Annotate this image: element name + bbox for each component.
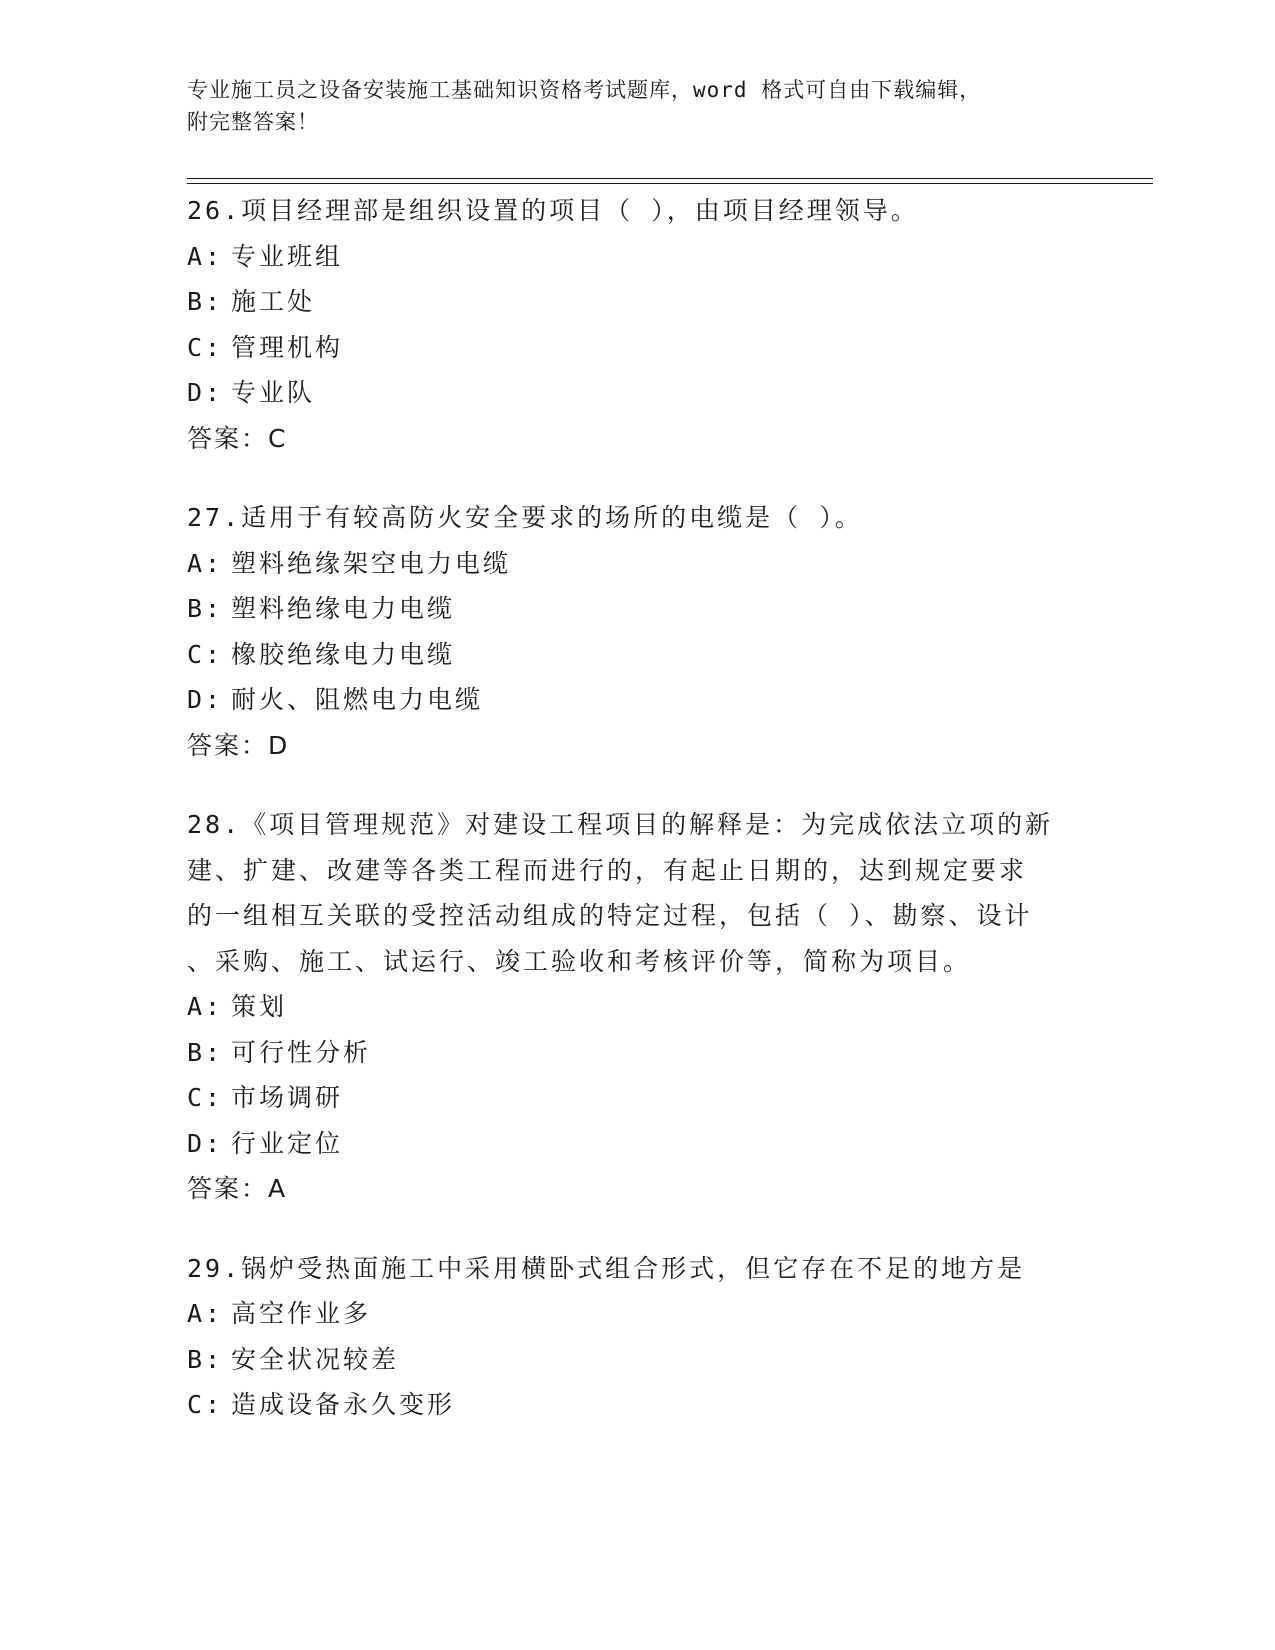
answer-option [187, 1337, 1087, 1383]
option-key: C: [187, 1390, 224, 1419]
option-key: A: [187, 992, 224, 1021]
question-stem-line: 28.《项目管理规范》对建设工程项目的解释是：为完成依法立项的新 [187, 810, 1054, 839]
option-text: 塑料绝缘架空电力电缆 [231, 548, 512, 578]
document-header [187, 74, 1067, 138]
answer-option [187, 325, 1087, 371]
option-key: C: [187, 1083, 224, 1112]
option-text: 造成设备永久变形 [231, 1390, 456, 1419]
option-key: B: [187, 287, 224, 316]
option-key: B: [187, 594, 224, 623]
answer-option [187, 1121, 1087, 1167]
answer-option [187, 632, 1087, 678]
answer-option [187, 984, 1087, 1030]
option-text: 塑料绝缘电力电缆 [231, 594, 456, 623]
option-key: A: [187, 548, 224, 578]
answer-option [187, 677, 1087, 723]
question-stem-line: 27.适用于有较高防火安全要求的场所的电缆是（ ）。 [187, 503, 863, 532]
answer-option [187, 1030, 1087, 1076]
option-text: 专业班组 [231, 241, 344, 271]
question-list [187, 188, 1087, 1462]
question-stem-line: 建、扩建、改建等各类工程而进行的，有起止日期的，达到规定要求 [187, 855, 1028, 885]
question-block [187, 802, 1087, 1212]
answer-line: 答案：C [187, 423, 288, 453]
option-key: D: [187, 1128, 224, 1158]
answer-option [187, 1291, 1087, 1337]
option-text: 安全状况较差 [231, 1344, 400, 1374]
option-text: 行业定位 [231, 1128, 344, 1158]
option-text: 施工处 [231, 287, 316, 316]
option-text: 管理机构 [231, 332, 344, 362]
question-block [187, 1246, 1087, 1428]
answer-option [187, 586, 1087, 632]
header-line-1: 专业施工员之设备安装施工基础知识资格考试题库，word 格式可自由下载编辑， [187, 78, 982, 102]
answer-line: 答案：D [187, 730, 290, 760]
option-text: 可行性分析 [231, 1037, 372, 1067]
option-key: A: [187, 1299, 224, 1328]
question-block [187, 495, 1087, 768]
option-text: 策划 [231, 992, 288, 1021]
question-stem-line: 29.锅炉受热面施工中采用横卧式组合形式，但它存在不足的地方是 [187, 1253, 1026, 1283]
question-stem-line: 26.项目经理部是组织设置的项目（ ），由项目经理领导。 [187, 196, 919, 225]
header-divider-bottom [187, 183, 1153, 184]
answer-option [187, 1382, 1087, 1428]
answer-option [187, 1075, 1087, 1121]
option-key: C: [187, 639, 224, 669]
header-divider-top [187, 178, 1153, 179]
option-text: 耐火、阻燃电力电缆 [231, 685, 484, 714]
option-text: 高空作业多 [231, 1299, 372, 1328]
answer-option [187, 541, 1087, 587]
option-key: C: [187, 332, 224, 362]
question-block [187, 188, 1087, 461]
question-stem-line: 的一组相互关联的受控活动组成的特定过程，包括（ ）、勘察、设计 [187, 901, 1033, 930]
option-text: 专业队 [231, 378, 316, 407]
option-key: B: [187, 1344, 224, 1374]
answer-option [187, 370, 1087, 416]
answer-option [187, 234, 1087, 280]
header-line-2: 附完整答案！ [187, 110, 319, 134]
option-text: 橡胶绝缘电力电缆 [231, 639, 456, 669]
option-key: D: [187, 378, 224, 407]
answer-option [187, 279, 1087, 325]
option-text: 市场调研 [231, 1083, 344, 1112]
answer-line: 答案：A [187, 1174, 288, 1203]
option-key: D: [187, 685, 224, 714]
option-key: B: [187, 1037, 224, 1067]
question-stem-line: 、采购、施工、试运行、竣工验收和考核评价等，简称为项目。 [187, 946, 972, 976]
option-key: A: [187, 241, 224, 271]
